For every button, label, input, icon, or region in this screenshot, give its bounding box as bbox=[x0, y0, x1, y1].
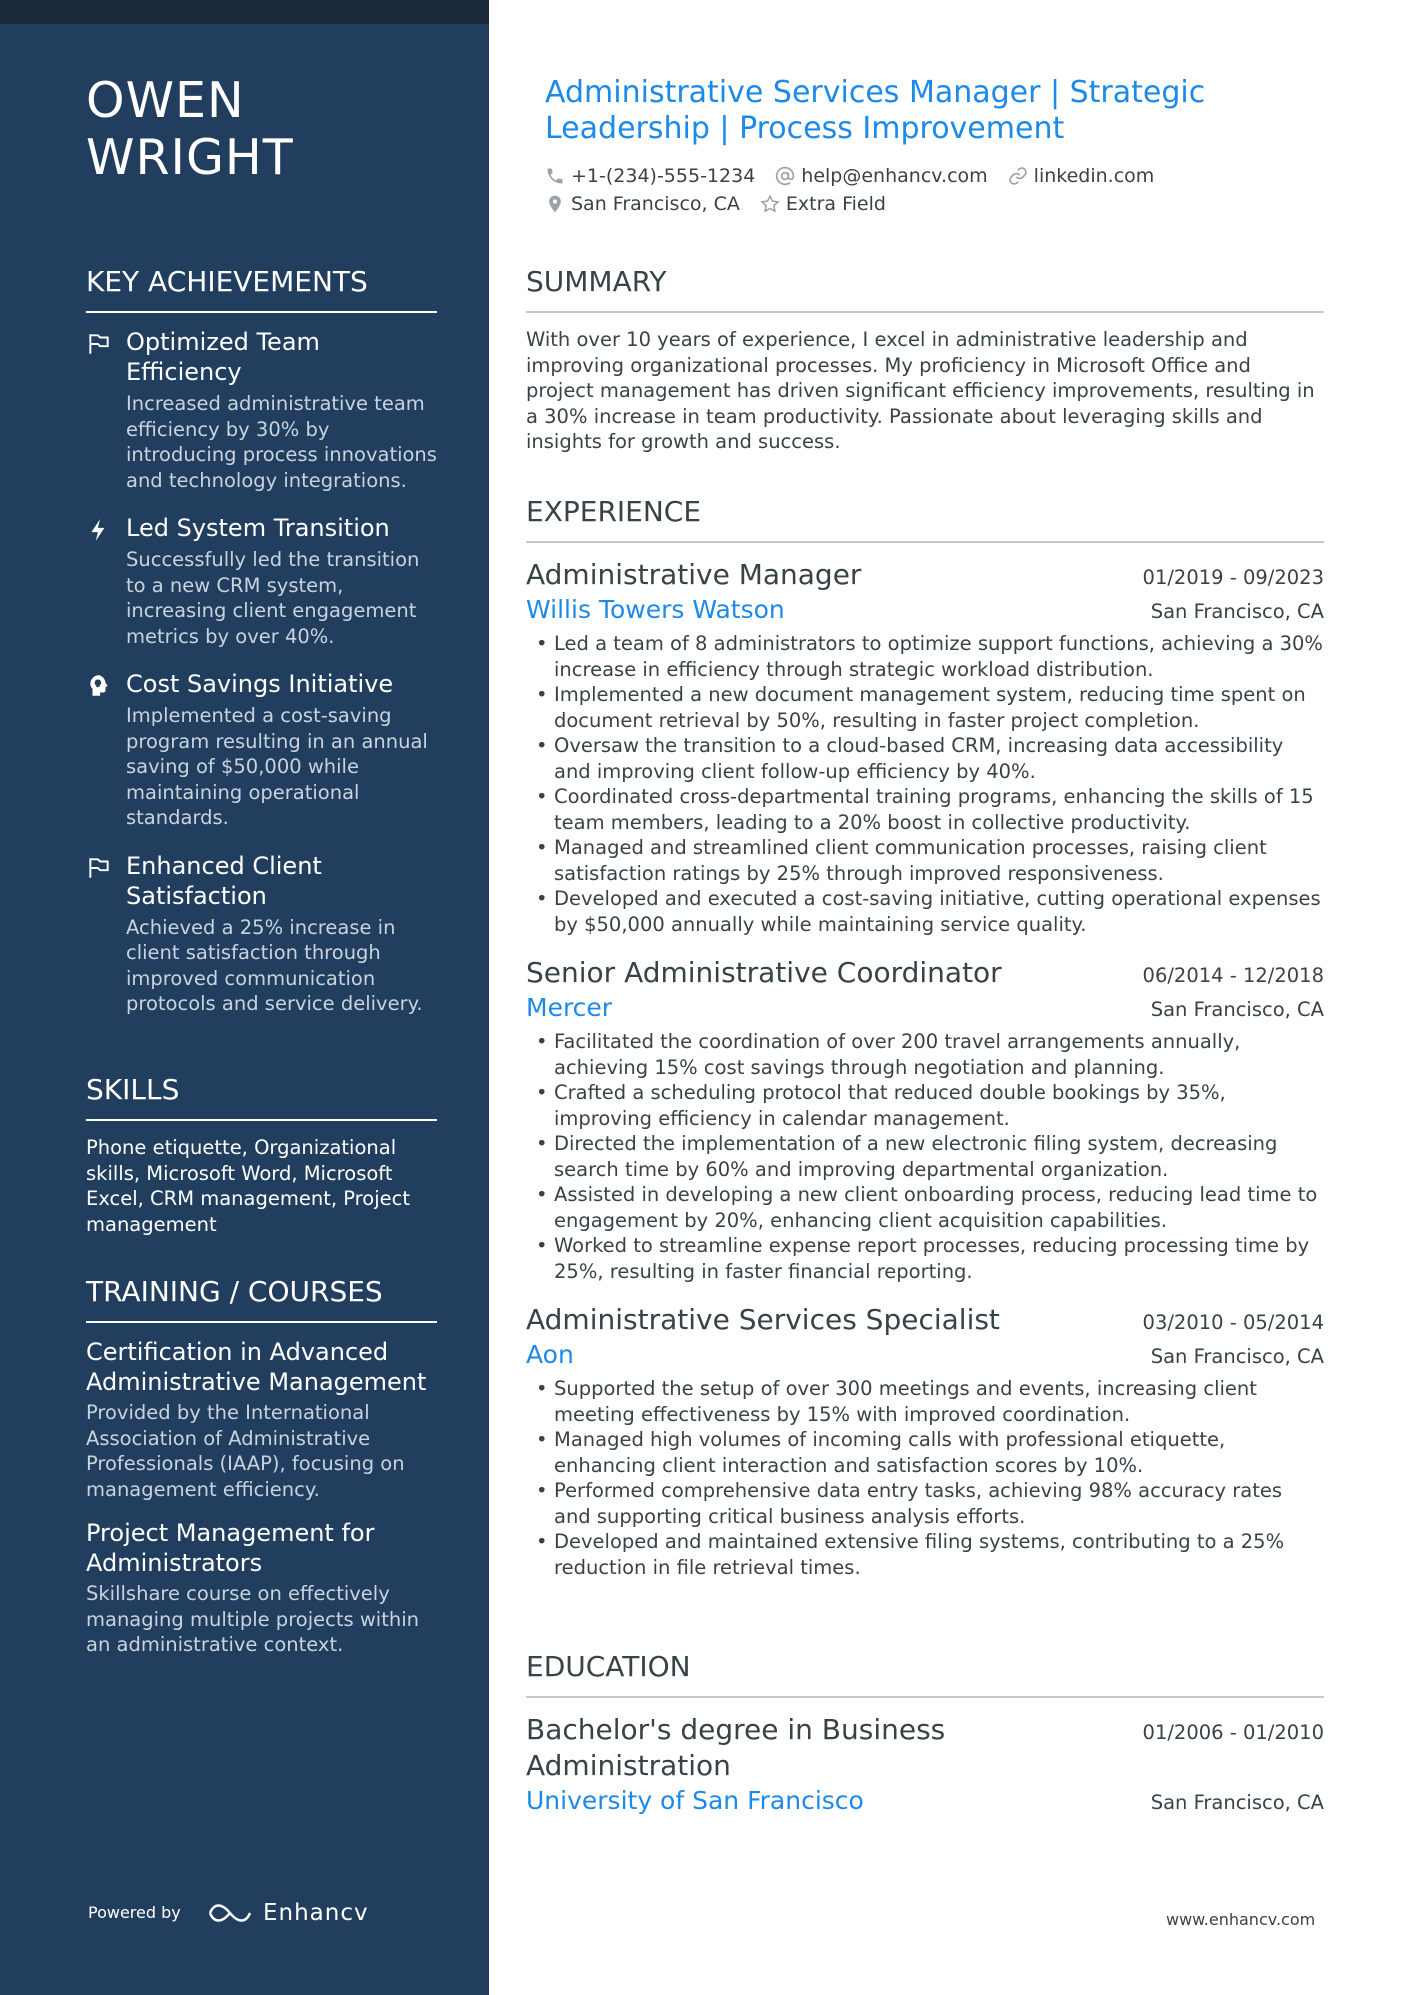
job-title: Administrative Services Specialist bbox=[526, 1303, 1000, 1336]
link-icon bbox=[1008, 166, 1028, 186]
linkedin-text: linkedin.com bbox=[1033, 165, 1155, 187]
sidebar-top-bar bbox=[0, 0, 489, 24]
flag-icon bbox=[86, 331, 112, 357]
location-contact bbox=[545, 193, 740, 215]
job-bullet: • Crafted a scheduling protocol that reduced double bookings by 35%, improving efficiency in calendar management. bbox=[526, 1080, 1324, 1131]
location-text: San Francisco, CA bbox=[571, 193, 740, 215]
job-bullet: • Supported the setup of over 300 meetings and events, increasing client meeting effectiveness by 15% with improved coordination. bbox=[526, 1376, 1324, 1427]
phone-contact[interactable] bbox=[545, 165, 755, 187]
job-entry bbox=[526, 1302, 1324, 1580]
job-bullets bbox=[526, 1029, 1324, 1284]
course-title: Certification in Advanced Administrative Management bbox=[86, 1338, 427, 1396]
school-name: University of San Francisco bbox=[526, 1786, 864, 1815]
job-bullet: • Developed and maintained extensive filing systems, contributing to a 25% reduction in file retrieval times. bbox=[526, 1529, 1324, 1580]
summary-text: With over 10 years of experience, I excel in administrative leadership and improving organizational processes. My proficiency in Microsoft Office and project management has driven significant efficiency improvements, resulting in a 30% increase in team productivity. Passionate about leveraging skills and insights for growth and success. bbox=[526, 328, 1315, 453]
training-heading: TRAINING / COURSES bbox=[86, 1275, 437, 1323]
experience-section bbox=[526, 495, 1324, 1598]
job-header-row bbox=[526, 955, 1324, 991]
job-company-row bbox=[526, 1338, 1324, 1372]
job-header-row bbox=[526, 1302, 1324, 1338]
job-bullet: • Managed and streamlined client communication processes, raising client satisfaction ratings by 25% through improved responsiveness. bbox=[526, 835, 1324, 886]
course-title: Project Management for Administrators bbox=[86, 1519, 375, 1577]
job-bullet: • Assisted in developing a new client onboarding process, reducing lead time to engagement by 20%, enhancing client acquisition capabilities. bbox=[526, 1182, 1324, 1233]
job-bullet: • Managed high volumes of incoming calls with professional etiquette, enhancing client interaction and satisfaction scores by 10%. bbox=[526, 1427, 1324, 1478]
achievement-item bbox=[86, 513, 437, 649]
extra-field-text: Extra Field bbox=[785, 193, 886, 215]
email-contact[interactable] bbox=[775, 165, 987, 187]
education-header-row bbox=[526, 1712, 1324, 1784]
job-company: Mercer bbox=[526, 993, 613, 1022]
job-location: San Francisco, CA bbox=[1150, 998, 1324, 1021]
contact-row bbox=[545, 162, 1305, 190]
skills-section bbox=[86, 1073, 437, 1237]
training-section bbox=[86, 1275, 437, 1674]
summary-heading: SUMMARY bbox=[526, 265, 1324, 313]
headline: Administrative Services Manager | Strategic Leadership | Process Improvement bbox=[545, 75, 1206, 146]
job-bullet: • Performed comprehensive data entry tasks, achieving 98% accuracy rates and supporting critical business analysis efforts. bbox=[526, 1478, 1324, 1529]
achievement-item bbox=[86, 327, 437, 493]
enhancv-logo[interactable] bbox=[207, 1900, 369, 1926]
job-dates: 01/2019 - 09/2023 bbox=[1142, 566, 1324, 589]
last-name: WRIGHT bbox=[86, 129, 294, 186]
flag-icon bbox=[86, 855, 112, 881]
achievement-description: Successfully led the transition to a new CRM system, increasing client engagement metrics by over 40%. bbox=[126, 548, 420, 648]
job-bullet: • Directed the implementation of a new electronic filing system, decreasing search time by 60% and improving departmental organization. bbox=[526, 1131, 1324, 1182]
summary-section bbox=[526, 265, 1324, 455]
education-section bbox=[526, 1650, 1324, 1818]
job-header-row bbox=[526, 557, 1324, 593]
at-icon bbox=[775, 166, 795, 186]
job-bullets bbox=[526, 1376, 1324, 1580]
first-name: OWEN bbox=[86, 72, 245, 129]
sidebar bbox=[0, 0, 489, 1995]
job-entry bbox=[526, 955, 1324, 1284]
degree-title: Bachelor's degree in Business Administration bbox=[526, 1713, 946, 1782]
job-bullet: • Coordinated cross-departmental training programs, enhancing the skills of 15 team members, leading to a 20% boost in collective productivity. bbox=[526, 784, 1324, 835]
skills-list: Phone etiquette, Organizational skills, Microsoft Word, Microsoft Excel, CRM management, Project management bbox=[86, 1136, 410, 1236]
achievement-title: Cost Savings Initiative bbox=[126, 670, 394, 698]
education-school-row bbox=[526, 1784, 1324, 1818]
job-company: Aon bbox=[526, 1340, 574, 1369]
job-bullet: • Facilitated the coordination of over 200 travel arrangements annually, achieving 15% cost savings through negotiation and planning. bbox=[526, 1029, 1324, 1080]
achievement-description: Implemented a cost-saving program resulting in an annual saving of $50,000 while maintaining operational standards. bbox=[126, 704, 428, 829]
achievement-item bbox=[86, 851, 437, 1017]
achievement-description: Achieved a 25% increase in client satisfaction through improved communication protocols and service delivery. bbox=[126, 915, 423, 1015]
course-item bbox=[86, 1337, 437, 1502]
skills-heading: SKILLS bbox=[86, 1073, 437, 1121]
key-achievements-section bbox=[86, 265, 437, 1037]
school-location: San Francisco, CA bbox=[1150, 1791, 1324, 1814]
linkedin-contact[interactable] bbox=[1008, 165, 1155, 187]
phone-icon bbox=[545, 166, 565, 186]
achievement-description: Increased administrative team efficiency by 30% by introducing process innovations and technology integrations. bbox=[126, 392, 437, 492]
achievement-title: Led System Transition bbox=[126, 514, 390, 542]
enhancv-logo-text: Enhancv bbox=[263, 1900, 369, 1926]
person-name bbox=[86, 72, 294, 186]
enhancv-logo-icon bbox=[207, 1900, 253, 1926]
location-pin-icon bbox=[545, 194, 565, 214]
achievement-item bbox=[86, 669, 437, 831]
job-company-row bbox=[526, 593, 1324, 627]
job-location: San Francisco, CA bbox=[1150, 1345, 1324, 1368]
job-title: Administrative Manager bbox=[526, 558, 862, 591]
job-company: Willis Towers Watson bbox=[526, 595, 785, 624]
job-title: Senior Administrative Coordinator bbox=[526, 956, 1002, 989]
contact-info bbox=[545, 162, 1305, 218]
job-dates: 06/2014 - 12/2018 bbox=[1142, 964, 1324, 987]
powered-by-label: Powered by bbox=[88, 1903, 181, 1922]
contact-row bbox=[545, 190, 1305, 218]
lightning-icon bbox=[86, 517, 112, 543]
job-bullet: • Developed and executed a cost-saving initiative, cutting operational expenses by $50,000 annually while maintaining service quality. bbox=[526, 886, 1324, 937]
extra-field-contact bbox=[760, 193, 886, 215]
experience-heading: EXPERIENCE bbox=[526, 495, 1324, 543]
education-dates: 01/2006 - 01/2010 bbox=[1142, 1721, 1324, 1744]
course-item bbox=[86, 1518, 437, 1658]
job-dates: 03/2010 - 05/2014 bbox=[1142, 1311, 1324, 1334]
job-bullets bbox=[526, 631, 1324, 937]
key-achievements-heading: KEY ACHIEVEMENTS bbox=[86, 265, 437, 313]
star-icon bbox=[760, 194, 780, 214]
phone-text: +1-(234)-555-1234 bbox=[571, 165, 756, 187]
achievement-title: Enhanced Client Satisfaction bbox=[126, 851, 322, 910]
job-entry bbox=[526, 557, 1324, 937]
footer-url[interactable]: www.enhancv.com bbox=[1166, 1910, 1316, 1929]
job-location: San Francisco, CA bbox=[1150, 600, 1324, 623]
job-company-row bbox=[526, 991, 1324, 1025]
education-heading: EDUCATION bbox=[526, 1650, 1324, 1698]
course-description: Provided by the International Association of Administrative Professionals (IAAP), focusing on management efficiency. bbox=[86, 1401, 405, 1501]
achievement-title: Optimized Team Efficiency bbox=[126, 328, 320, 386]
job-bullet: • Implemented a new document management system, reducing time spent on document retrieval by 50%, resulting in faster project completion. bbox=[526, 682, 1324, 733]
head-idea-icon bbox=[86, 673, 112, 699]
course-description: Skillshare course on effectively managing multiple projects within an administrative context. bbox=[86, 1582, 419, 1656]
job-bullet: • Oversaw the transition to a cloud-based CRM, increasing data accessibility and improving client follow-up efficiency by 40%. bbox=[526, 733, 1324, 784]
job-bullet: • Led a team of 8 administrators to optimize support functions, achieving a 30% increase in efficiency through strategic workload distribution. bbox=[526, 631, 1324, 682]
email-text: help@enhancv.com bbox=[801, 165, 988, 187]
job-bullet: • Worked to streamline expense report processes, reducing processing time by 25%, resulting in faster financial reporting. bbox=[526, 1233, 1324, 1284]
